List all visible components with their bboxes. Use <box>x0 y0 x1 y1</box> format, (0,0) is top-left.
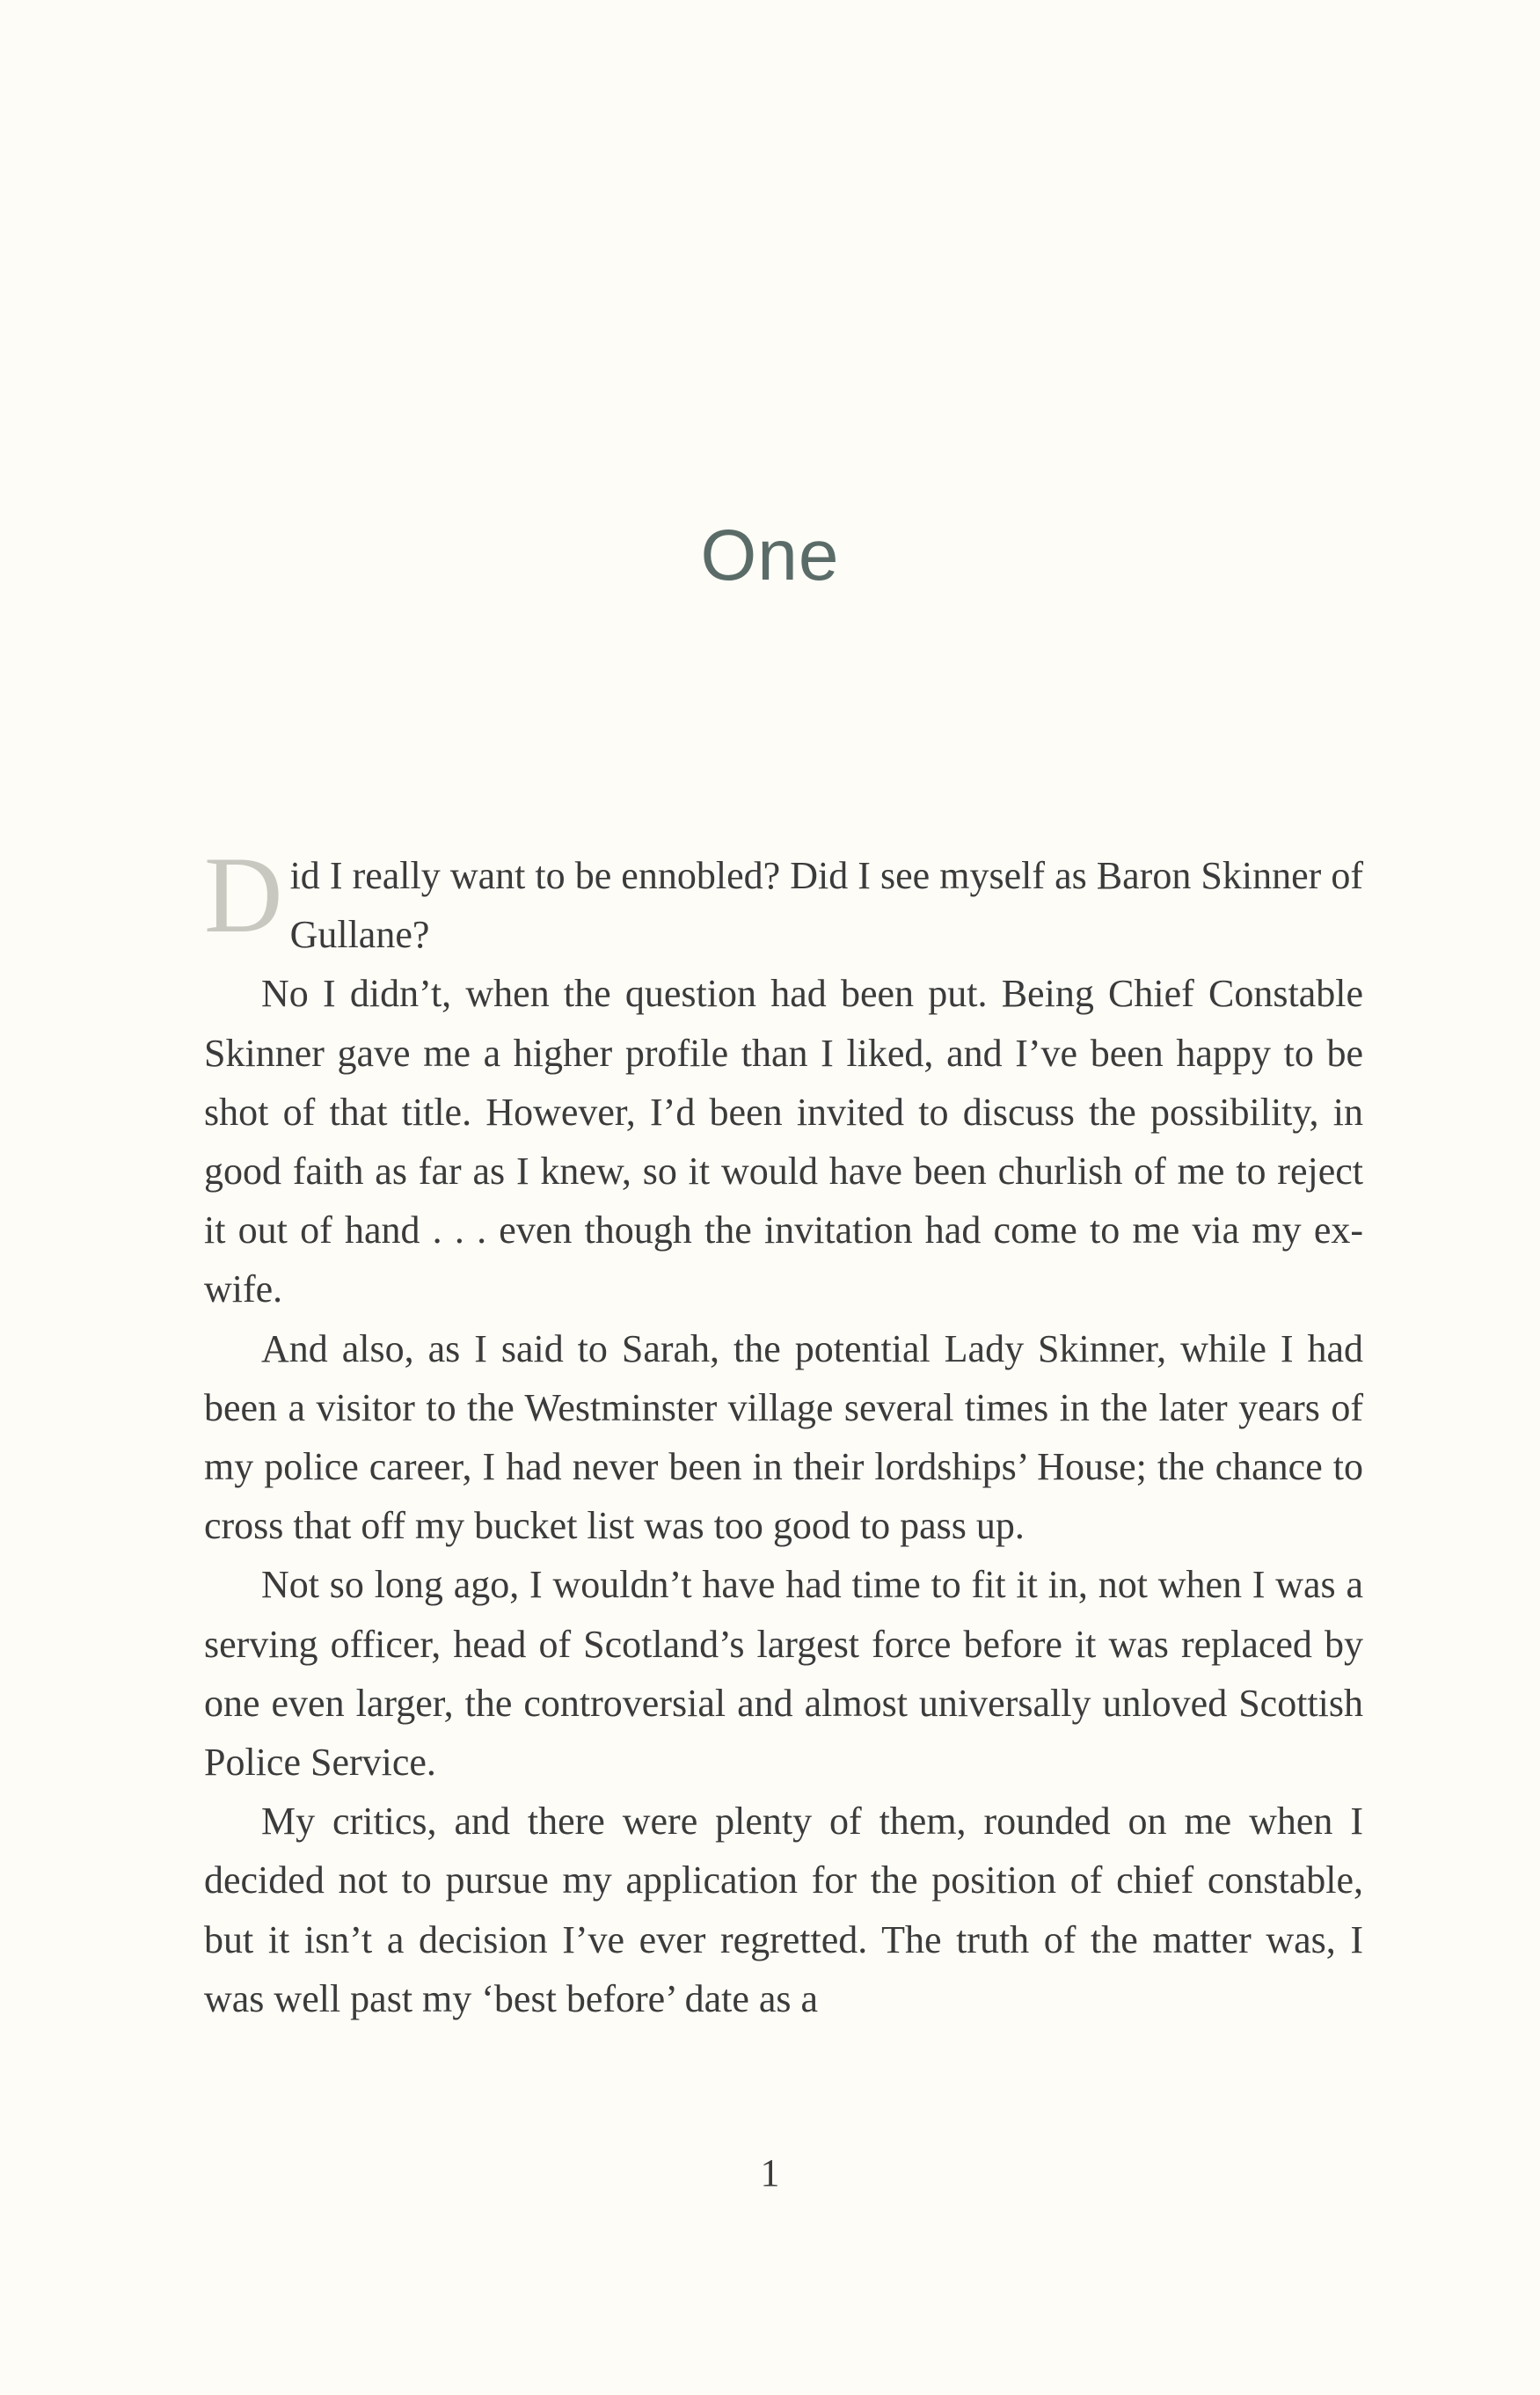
paragraph-5: My critics, and there were plenty of them, rounded on me when I decided not to pursue my application for the position of chief constable, but it isn’t a decision I’ve ever regretted. The truth of the matter was, I was well past my ‘best before’ date as a <box>204 1800 1363 2020</box>
chapter-title: One <box>700 515 840 595</box>
paragraph-2: No I didn’t, when the question had been put. Being Chief Constable Skinner gave me a higher profile than I liked, and I’ve been happy to be shot of that title. However, I’d been invited to discuss the possibility, in good faith as far as I knew, so it would have been churlish of me to reject it out of hand . . . even though the invitation had come to me via my ex-wife. <box>204 972 1363 1311</box>
paragraph-4: Not so long ago, I wouldn’t have had time to fit it in, not when I was a serving officer, head of Scotland’s largest force before it was replaced by one even larger, the controversial and almost universally unloved Scottish Police Service. <box>204 1563 1363 1785</box>
drop-cap: D <box>204 835 283 955</box>
chapter-body <box>204 835 1363 2028</box>
page-number: 1 <box>760 2151 780 2194</box>
paragraph-1 <box>204 835 1363 964</box>
paragraph-3: And also, as I said to Sarah, the potential Lady Skinner, while I had been a visitor to the Westminster village several times in the later years of my police career, I had never been in their lordships’ House; the chance to cross that off my bucket list was too good to pass up. <box>204 1326 1363 1548</box>
paragraph-1-text: id I really want to be ennobled? Did I see myself as Baron Skinner of Gullane? <box>289 854 1363 957</box>
